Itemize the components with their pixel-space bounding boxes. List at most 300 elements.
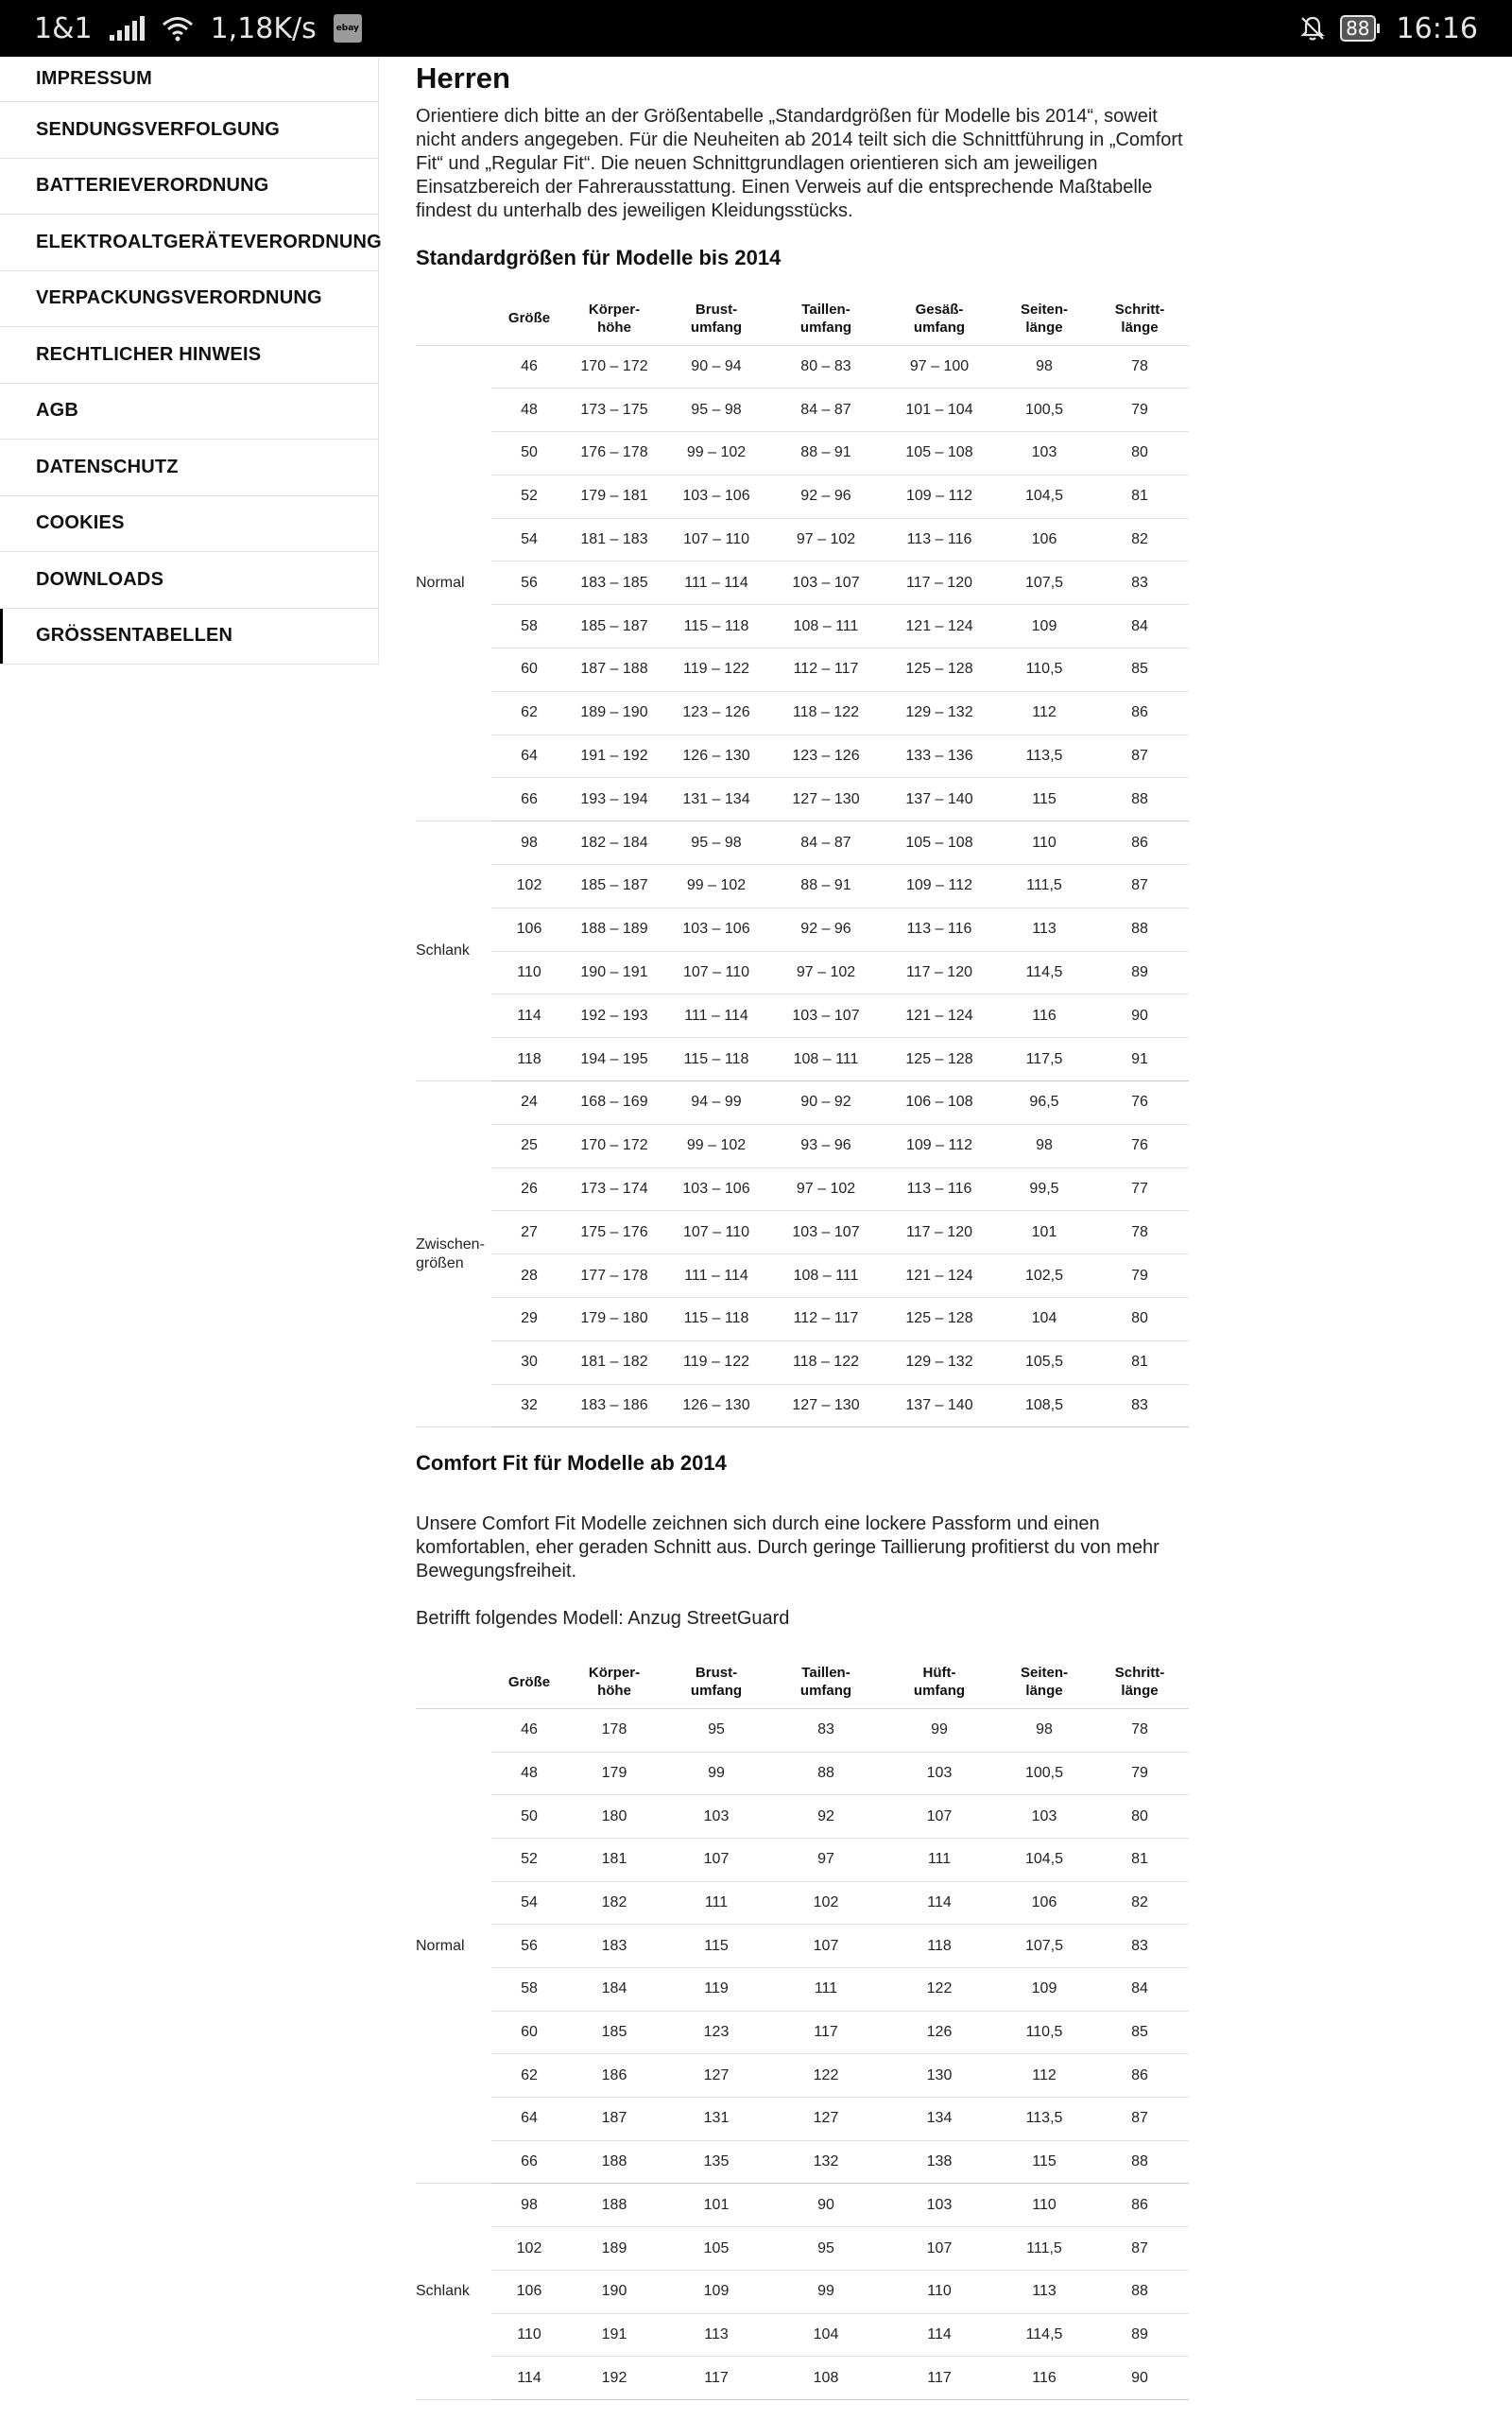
table-cell: 78: [1091, 345, 1189, 389]
comfort-description: Unsere Comfort Fit Modelle zeichnen sich durch eine lockere Passform und einen komfortablen, eher geraden Schnitt aus. Durch geringe Taillierung profitierst du von mehr Bewegungsfreiheit.: [416, 1513, 1160, 1582]
table-cell: 132: [771, 2140, 881, 2184]
table-cell: 106: [491, 2270, 567, 2313]
table-row: [416, 1708, 1189, 1752]
table-cell: 58: [491, 1968, 567, 2012]
table-cell: 62: [491, 691, 567, 735]
table-cell: 112 – 117: [771, 648, 881, 692]
table-cell: 181 – 183: [567, 518, 662, 562]
table-row: [416, 1838, 1189, 1881]
table-cell: 181: [567, 1838, 662, 1881]
table-cell: 123 – 126: [771, 735, 881, 778]
table-cell: 109 – 112: [881, 475, 998, 518]
table-cell: 80: [1091, 1795, 1189, 1839]
table-cell: 80: [1091, 1298, 1189, 1341]
table-cell: 194 – 195: [567, 1038, 662, 1081]
sidebar-item-label: BATTERIEVERORDNUNG: [36, 175, 269, 197]
table-cell: 60: [491, 2011, 567, 2054]
table-cell: 64: [491, 735, 567, 778]
table-cell: 127: [662, 2054, 771, 2098]
table-cell: 90: [1091, 994, 1189, 1038]
table-cell: 106: [998, 1881, 1091, 1925]
table-cell: 99: [662, 1752, 771, 1795]
sidebar-item-rechtlicher-hinweis[interactable]: [0, 327, 378, 384]
table-cell: 118: [881, 1925, 998, 1968]
table-row: [416, 1167, 1189, 1211]
table-cell: 100,5: [998, 389, 1091, 432]
table-cell: 88: [1091, 2140, 1189, 2184]
table-cell: 115 – 118: [662, 1038, 771, 1081]
table-cell: 186: [567, 2054, 662, 2098]
table-cell: 192: [567, 2357, 662, 2400]
table-cell: 52: [491, 475, 567, 518]
table-cell: 90 – 92: [771, 1081, 881, 1125]
table-cell: 82: [1091, 1881, 1189, 1925]
table-row: [416, 2140, 1189, 2184]
table-cell: 110: [998, 2184, 1091, 2227]
table-cell: 85: [1091, 648, 1189, 692]
table-cell: 170 – 172: [567, 1124, 662, 1167]
sidebar-item-downloads[interactable]: [0, 552, 378, 609]
sidebar-item-label: RECHTLICHER HINWEIS: [36, 343, 262, 365]
table-cell: 88: [771, 1752, 881, 1795]
table-cell: 103 – 107: [771, 562, 881, 605]
table-row: [416, 2184, 1189, 2227]
table-cell: 188: [567, 2140, 662, 2184]
table-cell: 87: [1091, 2227, 1189, 2271]
table-cell: 108 – 111: [771, 605, 881, 648]
table-cell: 86: [1091, 821, 1189, 865]
table-cell: 88: [1091, 778, 1189, 821]
table-row: [416, 1298, 1189, 1341]
battery-icon: 88: [1340, 15, 1375, 42]
table-cell: 104: [771, 2313, 881, 2357]
table-cell: 97 – 100: [881, 345, 998, 389]
table-row: [416, 1340, 1189, 1384]
group-label: Schlank: [416, 2184, 491, 2399]
table-cell: 117 – 120: [881, 1211, 998, 1254]
table-cell: 115 – 118: [662, 605, 771, 648]
table-cell: 117: [771, 2011, 881, 2054]
table-cell: 103 – 106: [662, 475, 771, 518]
table-cell: 50: [491, 432, 567, 475]
table-cell: 99 – 102: [662, 865, 771, 908]
sidebar-item-datenschutz[interactable]: [0, 440, 378, 496]
clock: 16:16: [1396, 11, 1478, 45]
table-cell: 187 – 188: [567, 648, 662, 692]
table-cell: 88: [1091, 2270, 1189, 2313]
table-cell: 89: [1091, 951, 1189, 994]
table-cell: 111,5: [998, 865, 1091, 908]
table-cell: 97 – 102: [771, 518, 881, 562]
table-cell: 100,5: [998, 1752, 1091, 1795]
table-cell: 121 – 124: [881, 605, 998, 648]
table-cell: 103: [998, 1795, 1091, 1839]
sidebar-item-sendungsverfolgung[interactable]: [0, 102, 378, 159]
table-cell: 99: [771, 2270, 881, 2313]
cellular-signal-icon: [110, 16, 145, 41]
table-cell: 88 – 91: [771, 432, 881, 475]
table-cell: 50: [491, 1795, 567, 1839]
table-cell: 168 – 169: [567, 1081, 662, 1125]
table-cell: 103 – 106: [662, 908, 771, 951]
sidebar-item-verpackungsverordnung[interactable]: [0, 271, 378, 328]
table-cell: 185: [567, 2011, 662, 2054]
table-cell: 119 – 122: [662, 1340, 771, 1384]
table-cell: 82: [1091, 518, 1189, 562]
sidebar-item-agb[interactable]: [0, 384, 378, 441]
table-cell: 102,5: [998, 1254, 1091, 1298]
table-cell: 97 – 102: [771, 1167, 881, 1211]
table-cell: 26: [491, 1167, 567, 1211]
table-cell: 121 – 124: [881, 994, 998, 1038]
table-cell: 64: [491, 2098, 567, 2141]
table-cell: 107: [881, 1795, 998, 1839]
sidebar-item-label: GRÖSSENTABELLEN: [36, 625, 233, 647]
table-cell: 108: [771, 2357, 881, 2400]
table-cell: 131 – 134: [662, 778, 771, 821]
status-bar: [0, 0, 1512, 57]
table-cell: 105,5: [998, 1340, 1091, 1384]
table-cell: 90 – 94: [662, 345, 771, 389]
table-cell: 32: [491, 1384, 567, 1427]
table-cell: 78: [1091, 1211, 1189, 1254]
notifications-off-icon: [1298, 14, 1327, 43]
table-cell: 109: [662, 2270, 771, 2313]
table-row: [416, 821, 1189, 865]
table-cell: 95 – 98: [662, 821, 771, 865]
table-cell: 99 – 102: [662, 432, 771, 475]
table-row: [416, 1968, 1189, 2012]
table-row: [416, 1081, 1189, 1125]
table-cell: 129 – 132: [881, 691, 998, 735]
sidebar-item-cookies[interactable]: [0, 496, 378, 553]
table-row: [416, 994, 1189, 1038]
column-header: Körper- höhe: [567, 292, 662, 345]
table-cell: 181 – 182: [567, 1340, 662, 1384]
table-cell: 105 – 108: [881, 821, 998, 865]
table-cell: 101: [998, 1211, 1091, 1254]
table-cell: 121 – 124: [881, 1254, 998, 1298]
sidebar-item-groessentabellen[interactable]: [0, 609, 378, 666]
table-cell: 48: [491, 389, 567, 432]
comfort-size-table: [416, 1655, 1189, 2400]
group-label: Zwischen- größen: [416, 1081, 491, 1427]
table-cell: 76: [1091, 1124, 1189, 1167]
table-cell: 114,5: [998, 951, 1091, 994]
table-cell: 99: [881, 1708, 998, 1752]
table-cell: 84: [1091, 1968, 1189, 2012]
table-cell: 28: [491, 1254, 567, 1298]
table-cell: 188 – 189: [567, 908, 662, 951]
table-cell: 105 – 108: [881, 432, 998, 475]
table-cell: 93 – 96: [771, 1124, 881, 1167]
table-cell: 126 – 130: [662, 1384, 771, 1427]
table-cell: 103 – 107: [771, 1211, 881, 1254]
table-cell: 191: [567, 2313, 662, 2357]
table-cell: 113: [998, 2270, 1091, 2313]
table-cell: 117,5: [998, 1038, 1091, 1081]
table-cell: 108 – 111: [771, 1038, 881, 1081]
table-row: [416, 865, 1189, 908]
carrier-label: 1&1: [34, 11, 93, 45]
table-cell: 112: [998, 2054, 1091, 2098]
sidebar-item-label: AGB: [36, 400, 79, 422]
sidebar-item-label: IMPRESSUM: [36, 68, 152, 89]
table-cell: 66: [491, 2140, 567, 2184]
table-cell: 173 – 175: [567, 389, 662, 432]
table-cell: 175 – 176: [567, 1211, 662, 1254]
table-cell: 107,5: [998, 1925, 1091, 1968]
table-cell: 81: [1091, 1838, 1189, 1881]
table-cell: 103 – 106: [662, 1167, 771, 1211]
table-cell: 101 – 104: [881, 389, 998, 432]
table-cell: 62: [491, 2054, 567, 2098]
table-row: [416, 1038, 1189, 1081]
table-cell: 84 – 87: [771, 389, 881, 432]
table-cell: 92: [771, 1795, 881, 1839]
table-cell: 179 – 181: [567, 475, 662, 518]
table-cell: 90: [771, 2184, 881, 2227]
table-row: [416, 691, 1189, 735]
table-cell: 98: [491, 821, 567, 865]
table-cell: 183 – 185: [567, 562, 662, 605]
column-header: Taillen- umfang: [771, 292, 881, 345]
table-cell: 115 – 118: [662, 1298, 771, 1341]
table-cell: 90: [1091, 2357, 1189, 2400]
header-group-cell: [416, 1655, 491, 1708]
table-row: [416, 2227, 1189, 2271]
table-row: [416, 605, 1189, 648]
table-cell: 77: [1091, 1167, 1189, 1211]
table-cell: 116: [998, 2357, 1091, 2400]
table-cell: 98: [998, 1124, 1091, 1167]
table-cell: 88 – 91: [771, 865, 881, 908]
network-speed: 1,18K/s: [210, 11, 317, 45]
table-cell: 176 – 178: [567, 432, 662, 475]
table-cell: 109: [998, 1968, 1091, 2012]
table-row: [416, 345, 1189, 389]
sidebar-item-impressum[interactable]: [0, 57, 378, 102]
table-cell: 107 – 110: [662, 1211, 771, 1254]
table-cell: 110,5: [998, 2011, 1091, 2054]
table-cell: 114: [881, 1881, 998, 1925]
table-cell: 187: [567, 2098, 662, 2141]
table-cell: 106 – 108: [881, 1081, 998, 1125]
table-cell: 80: [1091, 432, 1189, 475]
table-cell: 110: [491, 2313, 567, 2357]
sidebar-item-label: DATENSCHUTZ: [36, 456, 179, 477]
table-row: [416, 1752, 1189, 1795]
table-cell: 173 – 174: [567, 1167, 662, 1211]
table-row: [416, 1124, 1189, 1167]
table-cell: 184: [567, 1968, 662, 2012]
comfort-model-note: Betrifft folgendes Modell: Anzug StreetGuard: [416, 1608, 790, 1630]
column-header: Brust- umfang: [662, 1655, 771, 1708]
table-cell: 83: [1091, 562, 1189, 605]
table-cell: 170 – 172: [567, 345, 662, 389]
table-cell: 117: [881, 2357, 998, 2400]
table-cell: 48: [491, 1752, 567, 1795]
table-cell: 115: [998, 778, 1091, 821]
column-header: Seiten- länge: [998, 292, 1091, 345]
table-cell: 105: [662, 2227, 771, 2271]
column-header: Größe: [491, 1655, 567, 1708]
main-content: [416, 57, 1189, 2400]
sidebar-item-elektroaltgeraeteverordnung[interactable]: [0, 215, 382, 271]
ebay-app-icon: ebay: [334, 14, 362, 43]
table-cell: 87: [1091, 865, 1189, 908]
table-cell: 103: [998, 432, 1091, 475]
table-cell: 60: [491, 648, 567, 692]
table-cell: 97: [771, 1838, 881, 1881]
table-cell: 113 – 116: [881, 1167, 998, 1211]
table-cell: 188: [567, 2184, 662, 2227]
table-cell: 114,5: [998, 2313, 1091, 2357]
table-cell: 91: [1091, 1038, 1189, 1081]
table-cell: 108 – 111: [771, 1254, 881, 1298]
table-cell: 177 – 178: [567, 1254, 662, 1298]
table-cell: 123: [662, 2011, 771, 2054]
table-cell: 118: [491, 1038, 567, 1081]
table-cell: 110: [881, 2270, 998, 2313]
table-cell: 98: [998, 345, 1091, 389]
table-cell: 119 – 122: [662, 648, 771, 692]
table-cell: 46: [491, 1708, 567, 1752]
table-row: [416, 648, 1189, 692]
table-row: [416, 735, 1189, 778]
standard-size-table: [416, 292, 1189, 1427]
table-cell: 122: [771, 2054, 881, 2098]
table-cell: 84 – 87: [771, 821, 881, 865]
table-row: [416, 1254, 1189, 1298]
table-cell: 27: [491, 1211, 567, 1254]
table-cell: 125 – 128: [881, 1038, 998, 1081]
table-row: [416, 1881, 1189, 1925]
table-cell: 29: [491, 1298, 567, 1341]
table-cell: 113: [998, 908, 1091, 951]
table-cell: 96,5: [998, 1081, 1091, 1125]
table-cell: 189: [567, 2227, 662, 2271]
table-cell: 95 – 98: [662, 389, 771, 432]
table-cell: 86: [1091, 2054, 1189, 2098]
table-cell: 135: [662, 2140, 771, 2184]
column-header: Seiten- länge: [998, 1655, 1091, 1708]
table-cell: 104: [998, 1298, 1091, 1341]
table-cell: 87: [1091, 735, 1189, 778]
table-row: [416, 2098, 1189, 2141]
table-cell: 127 – 130: [771, 1384, 881, 1427]
table-cell: 106: [491, 908, 567, 951]
table-cell: 83: [771, 1708, 881, 1752]
table-cell: 178: [567, 1708, 662, 1752]
table-cell: 103: [662, 1795, 771, 1839]
table-cell: 78: [1091, 1708, 1189, 1752]
table-row: [416, 2011, 1189, 2054]
table-cell: 104,5: [998, 475, 1091, 518]
intro-text: Orientiere dich bitte an der Größentabelle „Standardgrößen für Modelle bis 2014“, soweit nicht anders angegeben. Für die Neuheiten ab 2014 teilt sich die Schnittführung in „Comfort Fit“ und „Regular Fit“. Die neuen Schnittgrundlagen orientieren sich am jeweiligen Einsatzbereich der Fahrerausstattung. Einen Verweis auf die entsprechende Maßtabelle findest du unterhalb des jeweiligen Kleidungsstücks.: [416, 106, 1183, 221]
sidebar-nav: [0, 57, 382, 665]
table-cell: 102: [491, 865, 567, 908]
table-cell: 123 – 126: [662, 691, 771, 735]
table-cell: 111 – 114: [662, 1254, 771, 1298]
table-cell: 99 – 102: [662, 1124, 771, 1167]
table-row: [416, 475, 1189, 518]
table-cell: 179 – 180: [567, 1298, 662, 1341]
table-cell: 109: [998, 605, 1091, 648]
table-cell: 137 – 140: [881, 1384, 998, 1427]
table-cell: 137 – 140: [881, 778, 998, 821]
table-cell: 108,5: [998, 1384, 1091, 1427]
table-cell: 113,5: [998, 735, 1091, 778]
table-cell: 94 – 99: [662, 1081, 771, 1125]
table-row: [416, 432, 1189, 475]
table-row: [416, 562, 1189, 605]
table-cell: 99,5: [998, 1167, 1091, 1211]
table-cell: 110,5: [998, 648, 1091, 692]
table-cell: 107 – 110: [662, 951, 771, 994]
table-cell: 185 – 187: [567, 605, 662, 648]
table-cell: 104,5: [998, 1838, 1091, 1881]
table-cell: 81: [1091, 1340, 1189, 1384]
table-cell: 189 – 190: [567, 691, 662, 735]
table-cell: 89: [1091, 2313, 1189, 2357]
table-cell: 92 – 96: [771, 908, 881, 951]
table-cell: 102: [771, 1881, 881, 1925]
table-cell: 111: [662, 1881, 771, 1925]
table-cell: 131: [662, 2098, 771, 2141]
column-header: Brust- umfang: [662, 292, 771, 345]
table-cell: 185 – 187: [567, 865, 662, 908]
table-cell: 112: [998, 691, 1091, 735]
page-title: Herren: [416, 61, 510, 95]
table-cell: 107: [662, 1838, 771, 1881]
table-cell: 115: [998, 2140, 1091, 2184]
table-cell: 79: [1091, 389, 1189, 432]
table-cell: 24: [491, 1081, 567, 1125]
table-row: [416, 1211, 1189, 1254]
table-cell: 80 – 83: [771, 345, 881, 389]
table-cell: 183 – 186: [567, 1384, 662, 1427]
column-header: Taillen- umfang: [771, 1655, 881, 1708]
table-cell: 103: [881, 2184, 998, 2227]
column-header: Schritt- länge: [1091, 292, 1189, 345]
table-row: [416, 778, 1189, 821]
table-cell: 190: [567, 2270, 662, 2313]
table-cell: 92 – 96: [771, 475, 881, 518]
table-cell: 98: [491, 2184, 567, 2227]
table-cell: 98: [998, 1708, 1091, 1752]
table-row: [416, 951, 1189, 994]
table-cell: 110: [998, 821, 1091, 865]
group-label: Normal: [416, 345, 491, 821]
table-cell: 111 – 114: [662, 994, 771, 1038]
standard-section-title: Standardgrößen für Modelle bis 2014: [416, 246, 782, 269]
table-row: [416, 2054, 1189, 2098]
table-cell: 125 – 128: [881, 1298, 998, 1341]
table-cell: 46: [491, 345, 567, 389]
column-header: Hüft- umfang: [881, 1655, 998, 1708]
sidebar-item-batterieverordnung[interactable]: [0, 159, 378, 216]
table-cell: 113 – 116: [881, 518, 998, 562]
sidebar-item-label: COOKIES: [36, 512, 125, 534]
table-cell: 138: [881, 2140, 998, 2184]
table-cell: 111: [771, 1968, 881, 2012]
table-cell: 66: [491, 778, 567, 821]
table-cell: 117 – 120: [881, 562, 998, 605]
table-cell: 106: [998, 518, 1091, 562]
table-row: [416, 1795, 1189, 1839]
table-row: [416, 1384, 1189, 1427]
